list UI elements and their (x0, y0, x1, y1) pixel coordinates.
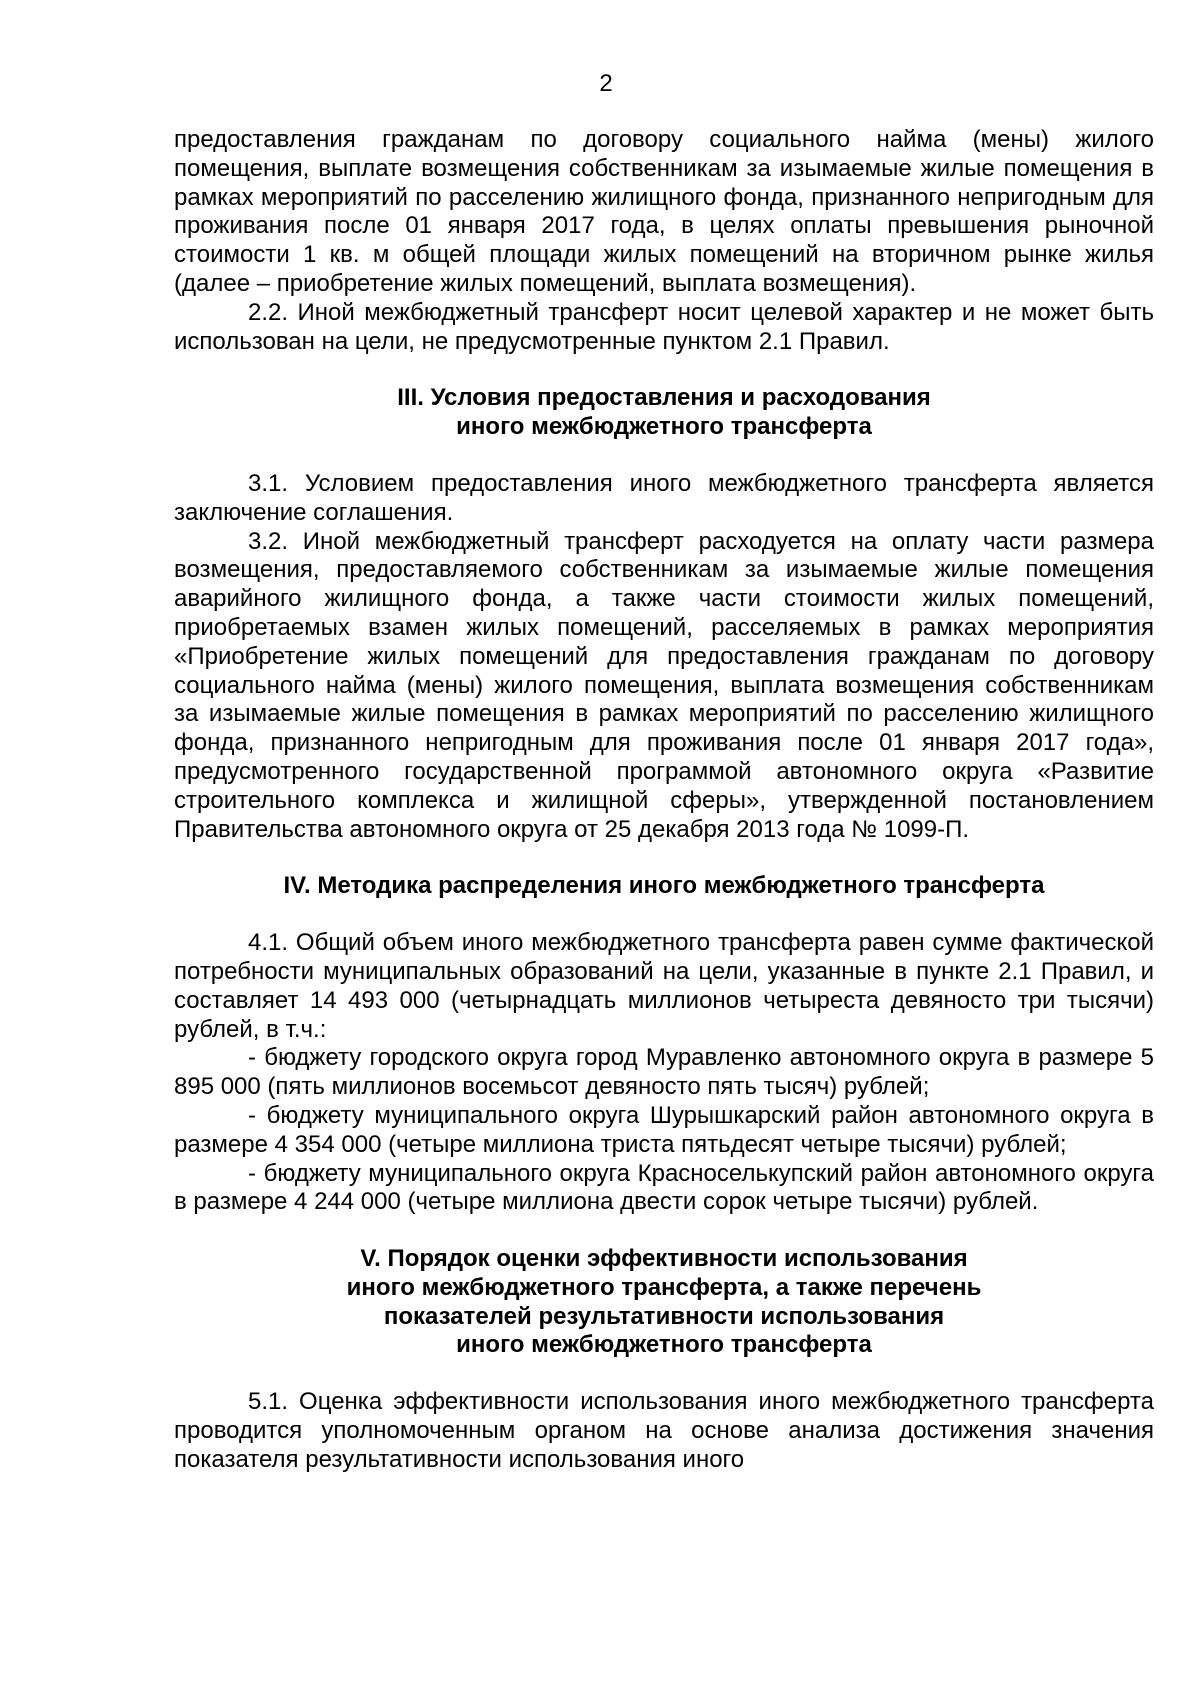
paragraph-3-1: 3.1. Условием предоставления иного межбюджетного трансферта является заключение соглашения. (174, 469, 1154, 526)
paragraph-intro-continuation: предоставления гражданам по договору социального найма (мены) жилого помещения, выплате возмещения собственникам за изымаемые жилые помещения в рамках мероприятий по расселению жилищного фонда, признанного непригодным для проживания после 01 января 2017 года, в целях оплаты превышения рыночной стоимости 1 кв. м общей площади жилых помещений на вторичном рынке жилья (далее – приобретение жилых помещений, выплата возмещения). (174, 126, 1154, 297)
document-body (174, 126, 1154, 1475)
paragraph-3-2: 3.2. Иной межбюджетный трансферт расходуется на оплату части размера возмещения, предоставляемого собственникам за изымаемые жилые помещения аварийного жилищного фонда, а также части стоимости жилых помещений, приобретаемых взамен жилых помещений, расселяемых в рамках мероприятия «Приобретение жилых помещений для предоставления гражданам по договору социального найма (мены) жилого помещения, выплата возмещения собственникам за изымаемые жилые помещения в рамках мероприятий по расселению жилищного фонда, признанного непригодным для проживания после 01 января 2017 года», предусмотренного государственной программой автономного округа «Развитие строительного комплекса и жилищной сферы», утвержденной постановлением Правительства автономного округа от 25 декабря 2013 года № 1099-П. (174, 527, 1154, 843)
paragraph-4-1-item-krasnoselkupsky: - бюджету муниципального округа Красноселькупский район автономного округа в размере 4 244 000 (четыре миллиона двести сорок четыре тысячи) рублей. (174, 1159, 1154, 1216)
page-number: 2 (599, 70, 613, 97)
paragraph-5-1: 5.1. Оценка эффективности использования иного межбюджетного трансферта проводится уполномоченным органом на основе анализа достижения значения показателя результативности использования иного (174, 1388, 1154, 1473)
section-4-heading-text: IV. Методика распределения иного межбюджетного трансферта (283, 872, 1045, 900)
section-5-heading (174, 1245, 1154, 1360)
paragraph-4-1: 4.1. Общий объем иного межбюджетного трансферта равен сумме фактической потребности муниципальных образований на цели, указанные в пункте 2.1 Правил, и составляет 14 493 000 (четырнадцать миллионов четыреста девяносто три тысячи) рублей, в т.ч.: (174, 929, 1154, 1043)
section-5-heading-line-2: иного межбюджетного трансферта, а также перечень (346, 1273, 982, 1301)
paragraph-2-2: 2.2. Иной межбюджетный трансферт носит целевой характер и не может быть использован на цели, не предусмотренные пунктом 2.1 Правил. (174, 298, 1154, 355)
section-3-heading-line-2: иного межбюджетного трансферта (456, 413, 872, 441)
section-3-heading-line-1: III. Условия предоставления и расходования (397, 384, 931, 412)
section-3-heading (174, 384, 1154, 442)
section-5-heading-line-4: иного межбюджетного трансферта (456, 1331, 872, 1359)
section-5-heading-line-3: показателей результативности использования (383, 1302, 945, 1330)
section-4-heading (174, 872, 1154, 901)
paragraph-4-1-item-muravlenko: - бюджету городского округа город Муравленко автономного округа в размере 5 895 000 (пять миллионов восемьсот девяносто пять тысяч) рублей; (174, 1044, 1154, 1101)
paragraph-4-1-item-shuryshkarsky: - бюджету муниципального округа Шурышкарский район автономного округа в размере 4 354 000 (четыре миллиона триста пятьдесят четыре тысячи) рублей; (174, 1101, 1154, 1158)
section-5-heading-line-1: V. Порядок оценки эффективности использования (360, 1245, 968, 1273)
